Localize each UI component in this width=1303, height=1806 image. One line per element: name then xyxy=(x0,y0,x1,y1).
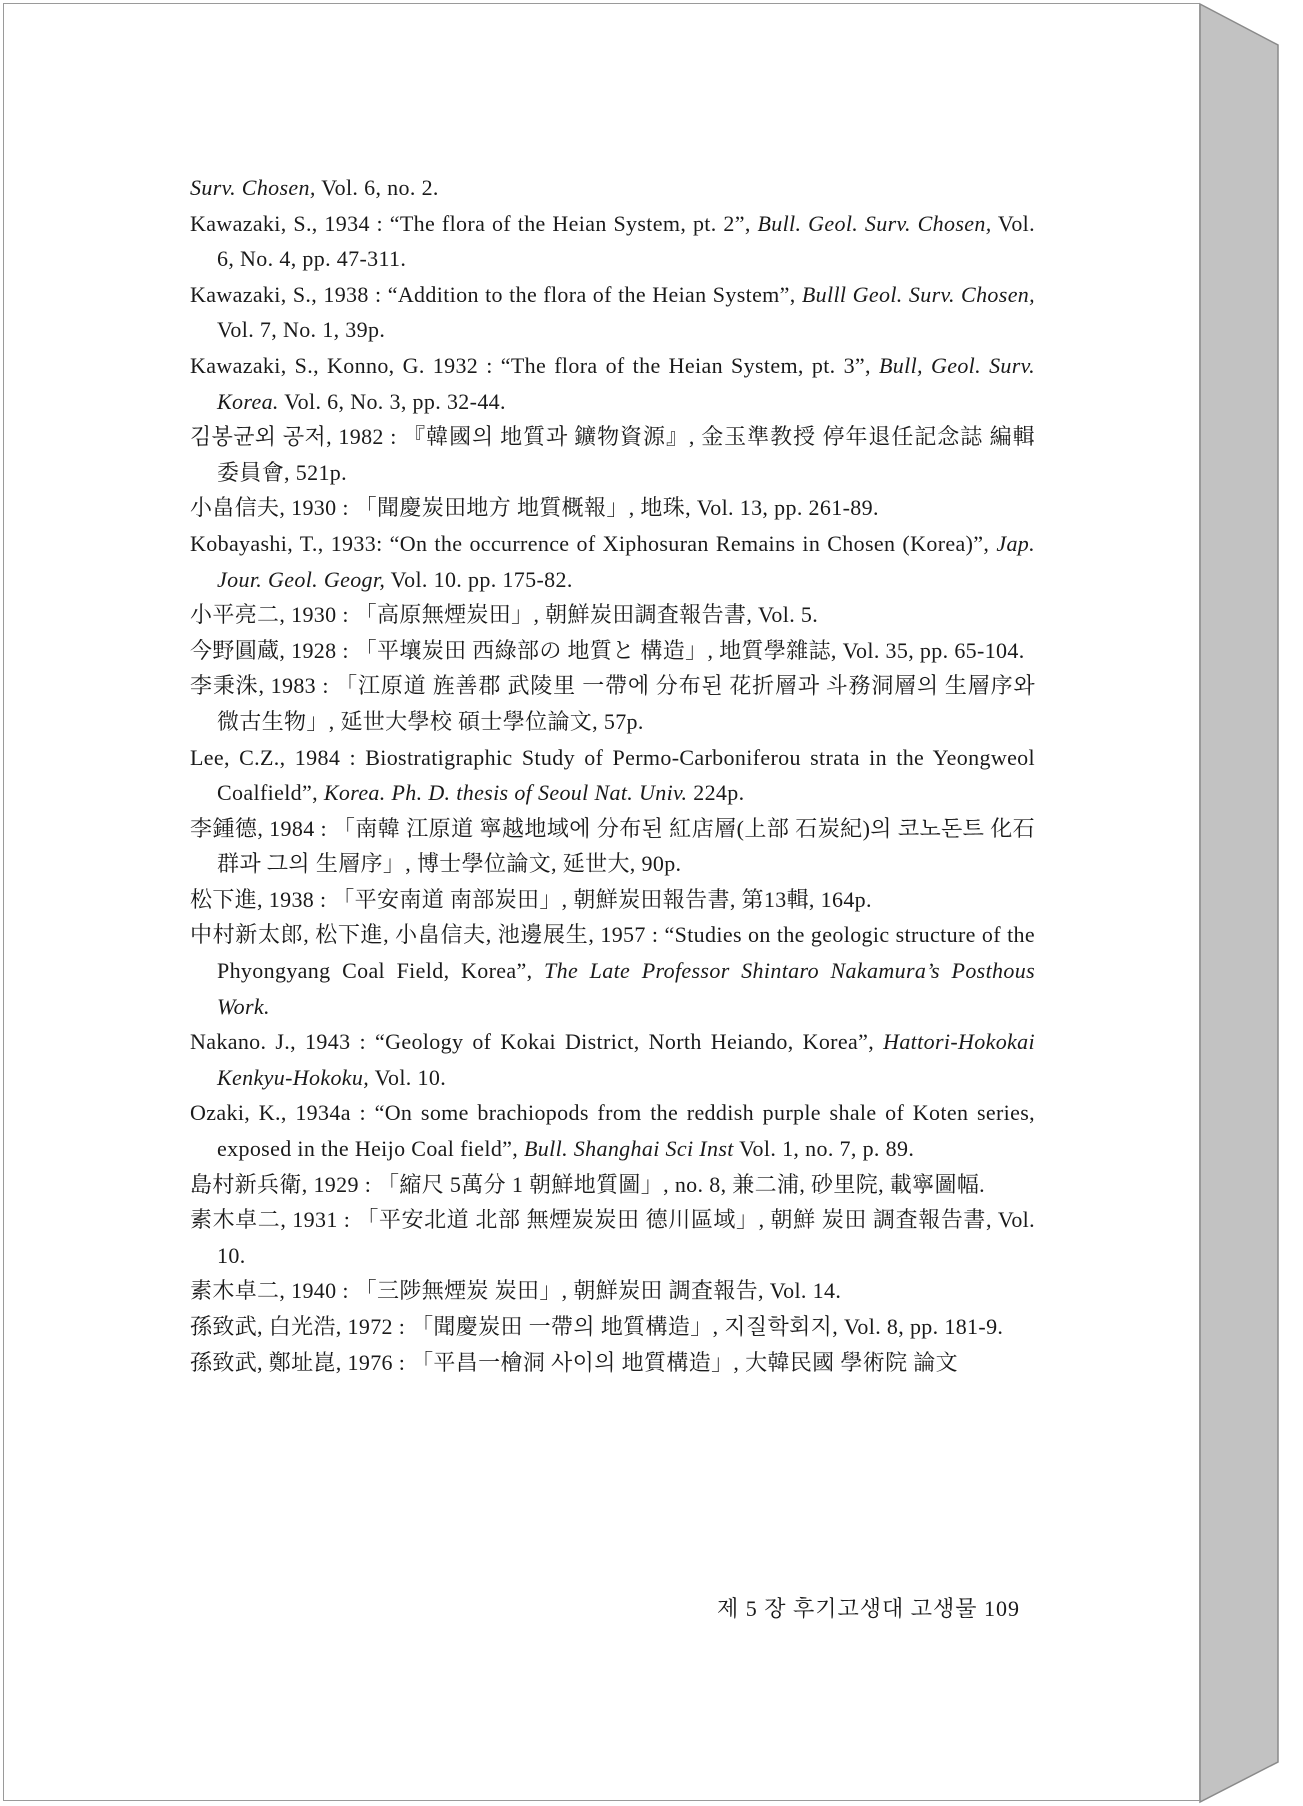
reference-entry xyxy=(190,277,1035,348)
reference-text: 孫致武, 白光浩, 1972 : 「聞慶炭田 一帶의 地質構造」, 지질학회지, Vol. 8, pp. 181-9. xyxy=(190,1314,1004,1339)
reference-entry xyxy=(190,1273,1035,1309)
reference-text: 小平亮二, 1930 : 「高原無煙炭田」, 朝鮮炭田調査報告書, Vol. 5. xyxy=(190,602,819,628)
reference-italic-text: Bull, Geol. Surv. Korea. xyxy=(217,352,1036,414)
reference-entry xyxy=(190,882,1035,918)
reference-text: Vol. 6, no. 2. xyxy=(315,175,439,200)
reference-text: Vol. 7, No. 1, 39p. xyxy=(217,317,386,343)
reference-text: Vol. 10. pp. 175-82. xyxy=(385,566,573,592)
reference-text: Lee, C.Z., 1984 : Biostratigraphic Study of Permo-Carboniferou strata in the Yeongweol Coalfield”, xyxy=(190,744,1035,806)
reference-italic-text: Bull. Shanghai Sci Inst xyxy=(524,1136,734,1162)
reference-entry xyxy=(190,348,1035,419)
reference-entry xyxy=(190,1024,1035,1095)
reference-entry xyxy=(190,811,1035,882)
reference-entry xyxy=(190,633,1035,669)
reference-entry xyxy=(190,526,1035,597)
reference-text: 素木卓二, 1940 : 「三陟無煙炭 炭田」, 朝鮮炭田 調査報告, Vol. 14. xyxy=(190,1278,842,1304)
reference-entry xyxy=(190,1095,1035,1166)
reference-entry xyxy=(190,170,1035,206)
reference-text: 今野圓蔵, 1928 : 「平壤炭田 西綠部の 地質と 構造」, 地質學雜誌, Vol. 35, pp. 65-104. xyxy=(190,637,1025,663)
reference-italic-text: Bulll Geol. Surv. Chosen, xyxy=(801,281,1036,307)
reference-text: Vol. 6, No. 4, pp. 47-311. xyxy=(217,210,1035,272)
reference-text: Vol. 1, no. 7, p. 89. xyxy=(733,1136,915,1162)
reference-text: 松下進, 1938 : 「平安南道 南部炭田」, 朝鮮炭田報告書, 第13輯, 164p. xyxy=(190,886,872,912)
reference-text: Kawazaki, S., 1938 : “Addition to the flora of the Heian System”, xyxy=(190,281,802,307)
reference-text: Vol. 6, No. 3, pp. 32-44. xyxy=(278,388,506,414)
reference-italic-text: Surv. Chosen, xyxy=(190,175,316,200)
reference-entry xyxy=(190,668,1035,739)
reference-text: Vol. 10. xyxy=(369,1064,447,1090)
reference-italic-text: Jap. Jour. Geol. Geogr, xyxy=(217,530,1035,592)
reference-list xyxy=(190,170,1035,1380)
page-footer: 제 5 장 후기고생대 고생물 109 xyxy=(716,1596,1020,1621)
reference-text: Kobayashi, T., 1933: “On the occurrence of Xiphosuran Remains in Chosen (Korea)”, xyxy=(190,530,997,556)
reference-text: 李秉洙, 1983 : 「江原道 旌善郡 武陵里 一帶에 分布된 花折層과 斗務洞層의 生層序와 微古生物」, 延世大學校 碩士學位論文, 57p. xyxy=(190,673,1035,734)
reference-entry xyxy=(190,206,1035,277)
reference-entry xyxy=(190,1345,1035,1381)
reference-text: 224p. xyxy=(687,780,745,806)
reference-text: 孫致武, 鄭址崑, 1976 : 「平昌一檜洞 사이의 地質構造」, 大韓民國 學術院 論文 xyxy=(190,1349,958,1375)
reference-entry xyxy=(190,1309,1035,1345)
reference-entry xyxy=(190,597,1035,633)
reference-text: Nakano. J., 1943 : “Geology of Kokai District, North Heiando, Korea”, xyxy=(190,1029,884,1055)
reference-text: Kawazaki, S., Konno, G. 1932 : “The flora of the Heian System, pt. 3”, xyxy=(190,352,879,378)
reference-entry xyxy=(190,419,1035,490)
reference-italic-text: Hattori-Hokokai Kenkyu-Hokoku, xyxy=(217,1029,1035,1090)
reference-text: 中村新太郎, 松下進, 小畠信夫, 池邊展生, 1957 : “Studies on the geologic structure of the Phyongyang Coal Field, Korea”, xyxy=(190,922,1035,984)
reference-entry xyxy=(190,1202,1035,1273)
reference-text: 島村新兵衛, 1929 : 「縮尺 5萬分 1 朝鮮地質圖」, no. 8, 兼二浦, 砂里院, 載寧圖幅. xyxy=(190,1171,986,1197)
reference-entry xyxy=(190,740,1035,811)
reference-italic-text: The Late Professor Shintaro Nakamura’s Posthous Work. xyxy=(217,958,1035,1019)
reference-text: 李鍾德, 1984 : 「南韓 江原道 寧越地域에 分布된 紅店層(上部 石炭紀)의 코노돈트 化石群과 그의 生層序」, 博士學位論文, 延世大, 90p. xyxy=(190,815,1035,877)
reference-entry xyxy=(190,917,1035,1024)
reference-text: 김봉균외 공저, 1982 : 『韓國의 地質과 鑛物資源』, 金玉準教授 停年退任記念誌 編輯委員會, 521p. xyxy=(190,424,1035,485)
reference-text: Kawazaki, S., 1934 : “The flora of the Heian System, pt. 2”, xyxy=(190,210,758,236)
reference-italic-text: Korea. Ph. D. thesis of Seoul Nat. Univ. xyxy=(323,780,688,806)
reference-text: Ozaki, K., 1934a : “On some brachiopods from the reddish purple shale of Koten series, exposed in the Heijo Coal field”, xyxy=(190,1100,1035,1162)
reference-text: 素木卓二, 1931 : 「平安北道 北部 無煙炭炭田 德川區域」, 朝鮮 炭田 調査報告書, Vol. 10. xyxy=(190,1207,1035,1268)
reference-entry xyxy=(190,490,1035,526)
reference-italic-text: Bull. Geol. Surv. Chosen, xyxy=(757,210,992,236)
reference-text: 小畠信夫, 1930 : 「聞慶炭田地方 地質概報」, 地珠, Vol. 13, pp. 261-89. xyxy=(190,495,879,521)
reference-entry xyxy=(190,1167,1035,1203)
